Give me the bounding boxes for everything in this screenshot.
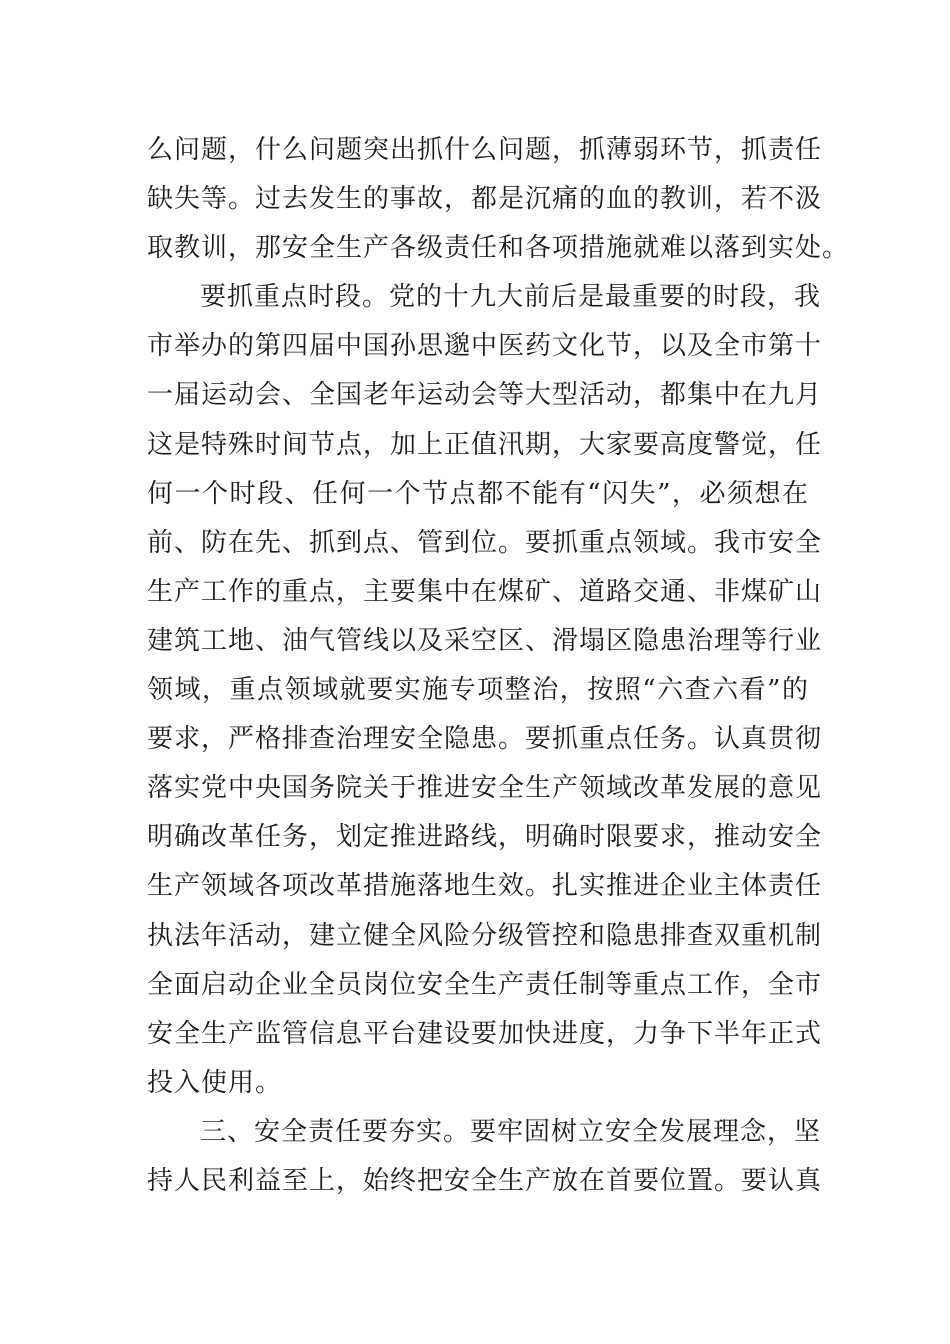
text-line: 执法年活动，建立健全风险分级管控和隐患排查双重机制 xyxy=(147,920,823,951)
text-line: 么问题，什么问题突出抓什么问题，抓薄弱环节，抓责任 xyxy=(147,135,823,165)
body-text xyxy=(147,126,850,1206)
text-line: 领域，重点领域就要实施专项整治，按照“六查六看”的 xyxy=(147,675,809,706)
text-line: 投入使用。 xyxy=(147,1067,283,1098)
text-line: 要求，严格排查治理安全隐患。要抓重点任务。认真贯彻 xyxy=(147,724,823,755)
text-line: 生产领域各项改革措施落地生效。扎实推进企业主体责任 xyxy=(147,871,823,902)
text-line: 这是特殊时间节点，加上正值汛期，大家要高度警觉，任 xyxy=(147,429,823,460)
text-line: 安全生产监管信息平台建设要加快进度，力争下半年正式 xyxy=(147,1018,823,1049)
text-line: 建筑工地、油气管线以及采空区、滑塌区隐患治理等行业 xyxy=(147,625,823,656)
text-line: 何一个时段、任何一个节点都不能有“闪失”，必须想在 xyxy=(147,478,809,509)
text-line: 持人民利益至上，始终把安全生产放在首要位置。要认真 xyxy=(147,1165,823,1196)
text-line: 生产工作的重点，主要集中在煤矿、道路交通、非煤矿山 xyxy=(147,576,823,607)
text-line: 落实党中央国务院关于推进安全生产领域改革发展的意见 xyxy=(147,773,823,804)
text-line: 明确改革任务，划定推进路线，明确时限要求，推动安全 xyxy=(147,822,823,853)
paragraph-start-line: 三、安全责任要夯实。要牢固树立安全发展理念，坚 xyxy=(200,1116,822,1147)
text-line: 市举办的第四届中国孙思邈中医药文化节，以及全市第十 xyxy=(147,331,823,362)
text-line: 一届运动会、全国老年运动会等大型活动，都集中在九月 xyxy=(147,380,823,411)
text-line: 取教训，那安全生产各级责任和各项措施就难以落到实处。 xyxy=(147,233,850,264)
text-line: 全面启动企业全员岗位安全生产责任制等重点工作，全市 xyxy=(147,969,823,1000)
text-line: 前、防在先、抓到点、管到位。要抓重点领域。我市安全 xyxy=(147,527,823,558)
paragraph-start-line: 要抓重点时段。党的十九大前后是最重要的时段，我 xyxy=(200,282,822,313)
text-line: 缺失等。过去发生的事故，都是沉痛的血的教训，若不汲 xyxy=(147,184,823,215)
